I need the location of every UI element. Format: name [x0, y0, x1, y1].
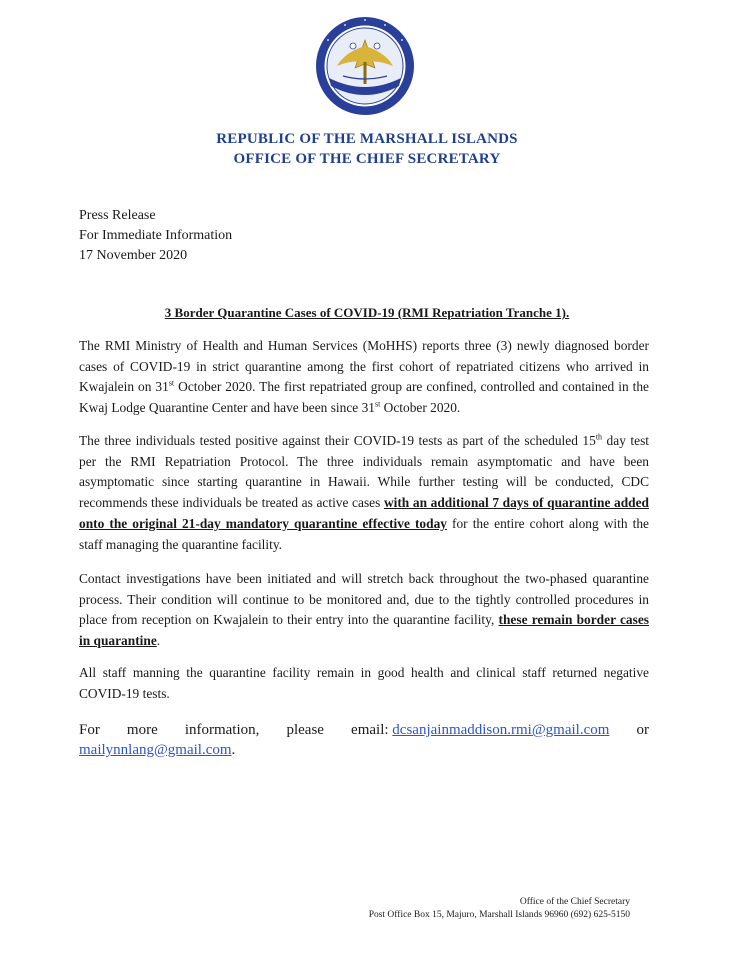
p3-text-a: Contact investigations have been initiated and will stretch back throughout the two-phased quarantine process. Their condition will continue to be monitored and, due to the tightly controlled procedures in place from reception on Kwajalein to their entry into the quarantine facility,	[79, 571, 649, 628]
p1-text-c: October 2020.	[380, 400, 461, 416]
p1-text-b: October 2020. The first repatriated group are confined, controlled and contained in the Kwaj Lodge Quarantine Center and have been since 31	[79, 379, 649, 416]
contact-line-1	[79, 720, 649, 740]
contact-word: email:	[351, 722, 389, 738]
marshall-islands-seal	[315, 16, 415, 116]
release-date: 17 November 2020	[79, 248, 188, 263]
email-link-1[interactable]: dcsanjainmaddison.rmi@gmail.com	[392, 722, 610, 738]
contact-line-2	[79, 740, 649, 760]
contact-paragraph	[79, 720, 649, 760]
contact-word: or	[636, 722, 649, 738]
p2-emphasis: with an additional 7 days of quarantine added onto the original 21-day mandatory quarantine effective today	[79, 495, 649, 531]
p1-sup-2: st	[374, 399, 381, 409]
p3-emphasis: these remain border cases in quarantine	[79, 612, 649, 649]
footer-office: Office of the Chief Secretary	[519, 897, 630, 907]
press-release-title: 3 Border Quarantine Cases of COVID-19 (RMI Repatriation Tranche 1).	[164, 305, 570, 320]
contact-word: more	[126, 722, 158, 738]
contact-email-group	[351, 720, 609, 740]
contact-word: information,	[184, 722, 260, 738]
paragraph-3	[79, 569, 649, 652]
p1-text-a: The RMI Ministry of Health and Human Services (MoHHS) reports three (3) newly diagnosed border cases of COVID-19 in strict quarantine among the first cohort of repatriated citizens who arrived in Kwajalein on 31	[79, 338, 649, 395]
paragraph-4: All staff manning the quarantine facility remain in good health and clinical staff returned negative COVID-19 tests.	[79, 665, 649, 701]
release-meta	[79, 206, 232, 266]
p2-text-b: day test per the RMI Repatriation Protocol. The three individuals remain asymptomatic and have been asymptomatic since starting quarantine in Hawaii. While further testing will be conducted, CDC recommends these individuals be treated as active cases	[79, 433, 649, 511]
paragraph-1	[79, 336, 649, 419]
email-link-2[interactable]: mailynnlang@gmail.com	[79, 742, 232, 758]
p1-sup-1: st	[168, 378, 175, 388]
contact-word: For	[79, 722, 100, 738]
release-info: For Immediate Information	[79, 228, 233, 243]
contact-word: please	[286, 722, 324, 738]
p2-text-c: for the entire cohort along with the staff managing the quarantine facility.	[79, 515, 649, 552]
p3-text-b: .	[156, 633, 161, 649]
letterhead-footer	[369, 896, 630, 922]
contact-period: .	[231, 742, 236, 758]
footer-address: Post Office Box 15, Majuro, Marshall Islands 96960 (692) 625-5150	[368, 910, 630, 920]
header-office: OFFICE OF THE CHIEF SECRETARY	[233, 151, 501, 167]
p2-sup: th	[595, 432, 603, 442]
release-type: Press Release	[79, 208, 156, 223]
paragraph-2	[79, 431, 649, 555]
p2-text-a: The three individuals tested positive against their COVID-19 tests as part of the scheduled 15	[79, 433, 596, 448]
header-republic: REPUBLIC OF THE MARSHALL ISLANDS	[216, 131, 518, 147]
